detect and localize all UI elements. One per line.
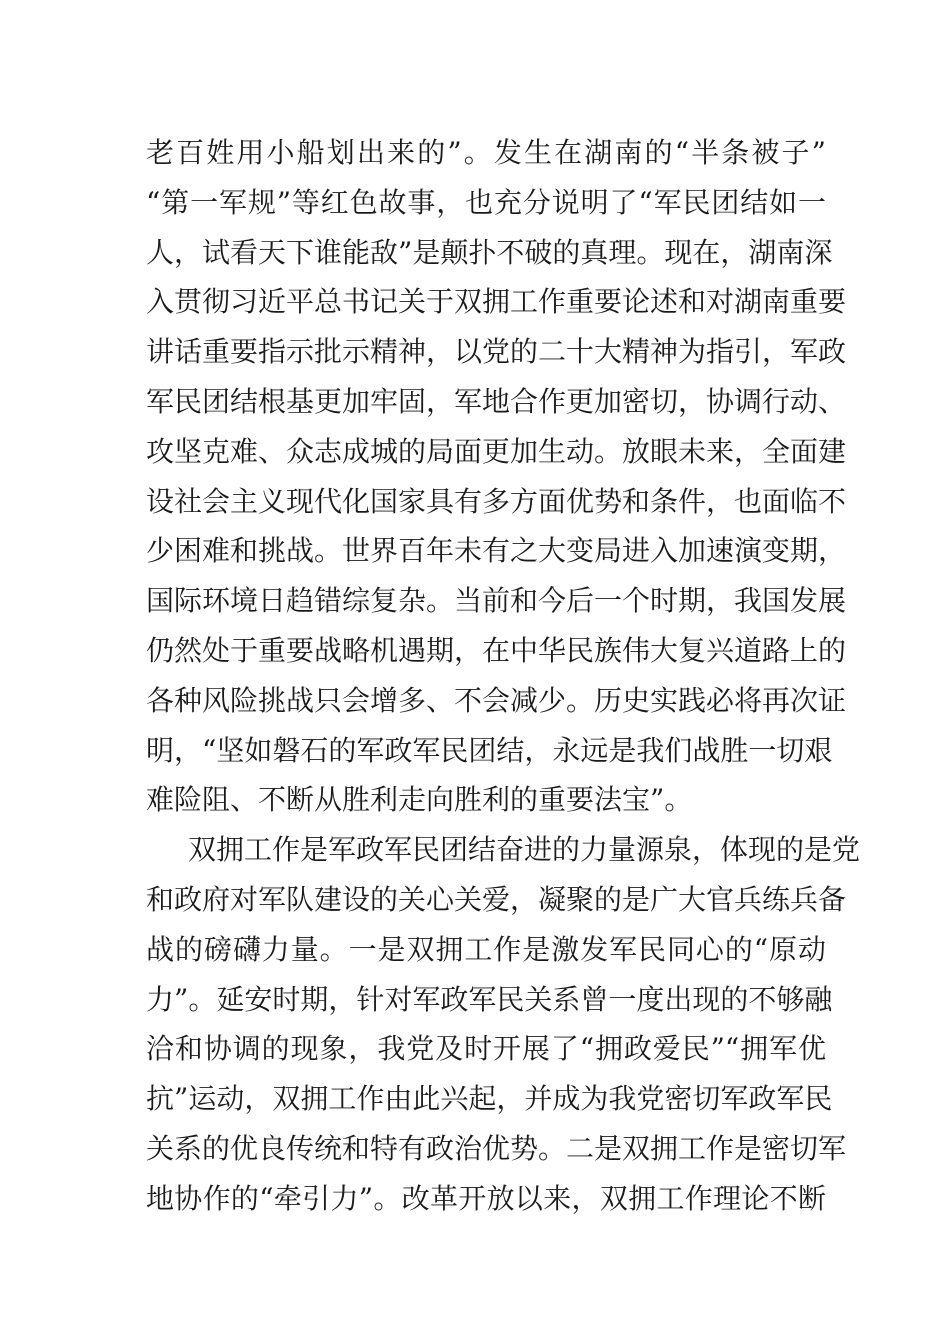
text-line: 双拥工作是军政军民团结奋进的力量源泉，体现的是党 bbox=[188, 833, 861, 867]
text-line: 难险阻、不断从胜利走向胜利的重要法宝”。 bbox=[146, 783, 693, 817]
text-line: 设社会主义现代化国家具有多方面优势和条件，也面临不 bbox=[146, 484, 847, 518]
text-line: 洽和协调的现象，我党及时开展了“拥政爱民”“拥军优 bbox=[146, 1032, 826, 1066]
text-line: 国际环境日趋错综复杂。当前和今后一个时期，我国发展 bbox=[146, 584, 847, 618]
text-line: 人，试看天下谁能敌”是颠扑不破的真理。现在，湖南深 bbox=[146, 235, 833, 269]
text-line: 战的磅礴力量。一是双拥工作是激发军民同心的“原动 bbox=[146, 932, 826, 966]
text-line: 老百姓用小船划出来的”。发生在湖南的“半条被子” bbox=[146, 136, 826, 169]
text-line: 和政府对军队建设的关心关爱，凝聚的是广大官兵练兵备 bbox=[146, 882, 847, 916]
text-line: 少困难和挑战。世界百年未有之大变局进入加速演变期， bbox=[146, 534, 847, 568]
text-line: 力”。延安时期，针对军政军民关系曾一度出现的不够融 bbox=[146, 982, 833, 1016]
text-line: “第一军规”等红色故事，也充分说明了“军民团结如一 bbox=[146, 185, 826, 219]
text-line: 入贯彻习近平总书记关于双拥工作重要论述和对湖南重要 bbox=[146, 285, 847, 319]
text-line: 抗”运动，双拥工作由此兴起，并成为我党密切军政军民 bbox=[146, 1082, 833, 1116]
body-text bbox=[146, 128, 861, 1224]
text-line: 各种风险挑战只会增多、不会减少。历史实践必将再次证 bbox=[146, 683, 847, 717]
paragraph-1 bbox=[146, 128, 847, 825]
text-line: 关系的优良传统和特有政治优势。二是双拥工作是密切军 bbox=[146, 1131, 847, 1165]
paragraph-2 bbox=[146, 825, 861, 1223]
text-line: 军民团结根基更加牢固，军地合作更加密切，协调行动、 bbox=[146, 384, 847, 418]
text-line: 讲话重要指示批示精神，以党的二十大精神为指引，军政 bbox=[146, 335, 847, 369]
text-line: 攻坚克难、众志成城的局面更加生动。放眼未来，全面建 bbox=[146, 434, 847, 468]
text-line: 地协作的“牵引力”。改革开放以来，双拥工作理论不断 bbox=[146, 1181, 826, 1215]
text-line: 仍然处于重要战略机遇期，在中华民族伟大复兴道路上的 bbox=[146, 633, 847, 667]
text-line: 明，“坚如磐石的军政军民团结，永远是我们战胜一切艰 bbox=[146, 733, 833, 767]
